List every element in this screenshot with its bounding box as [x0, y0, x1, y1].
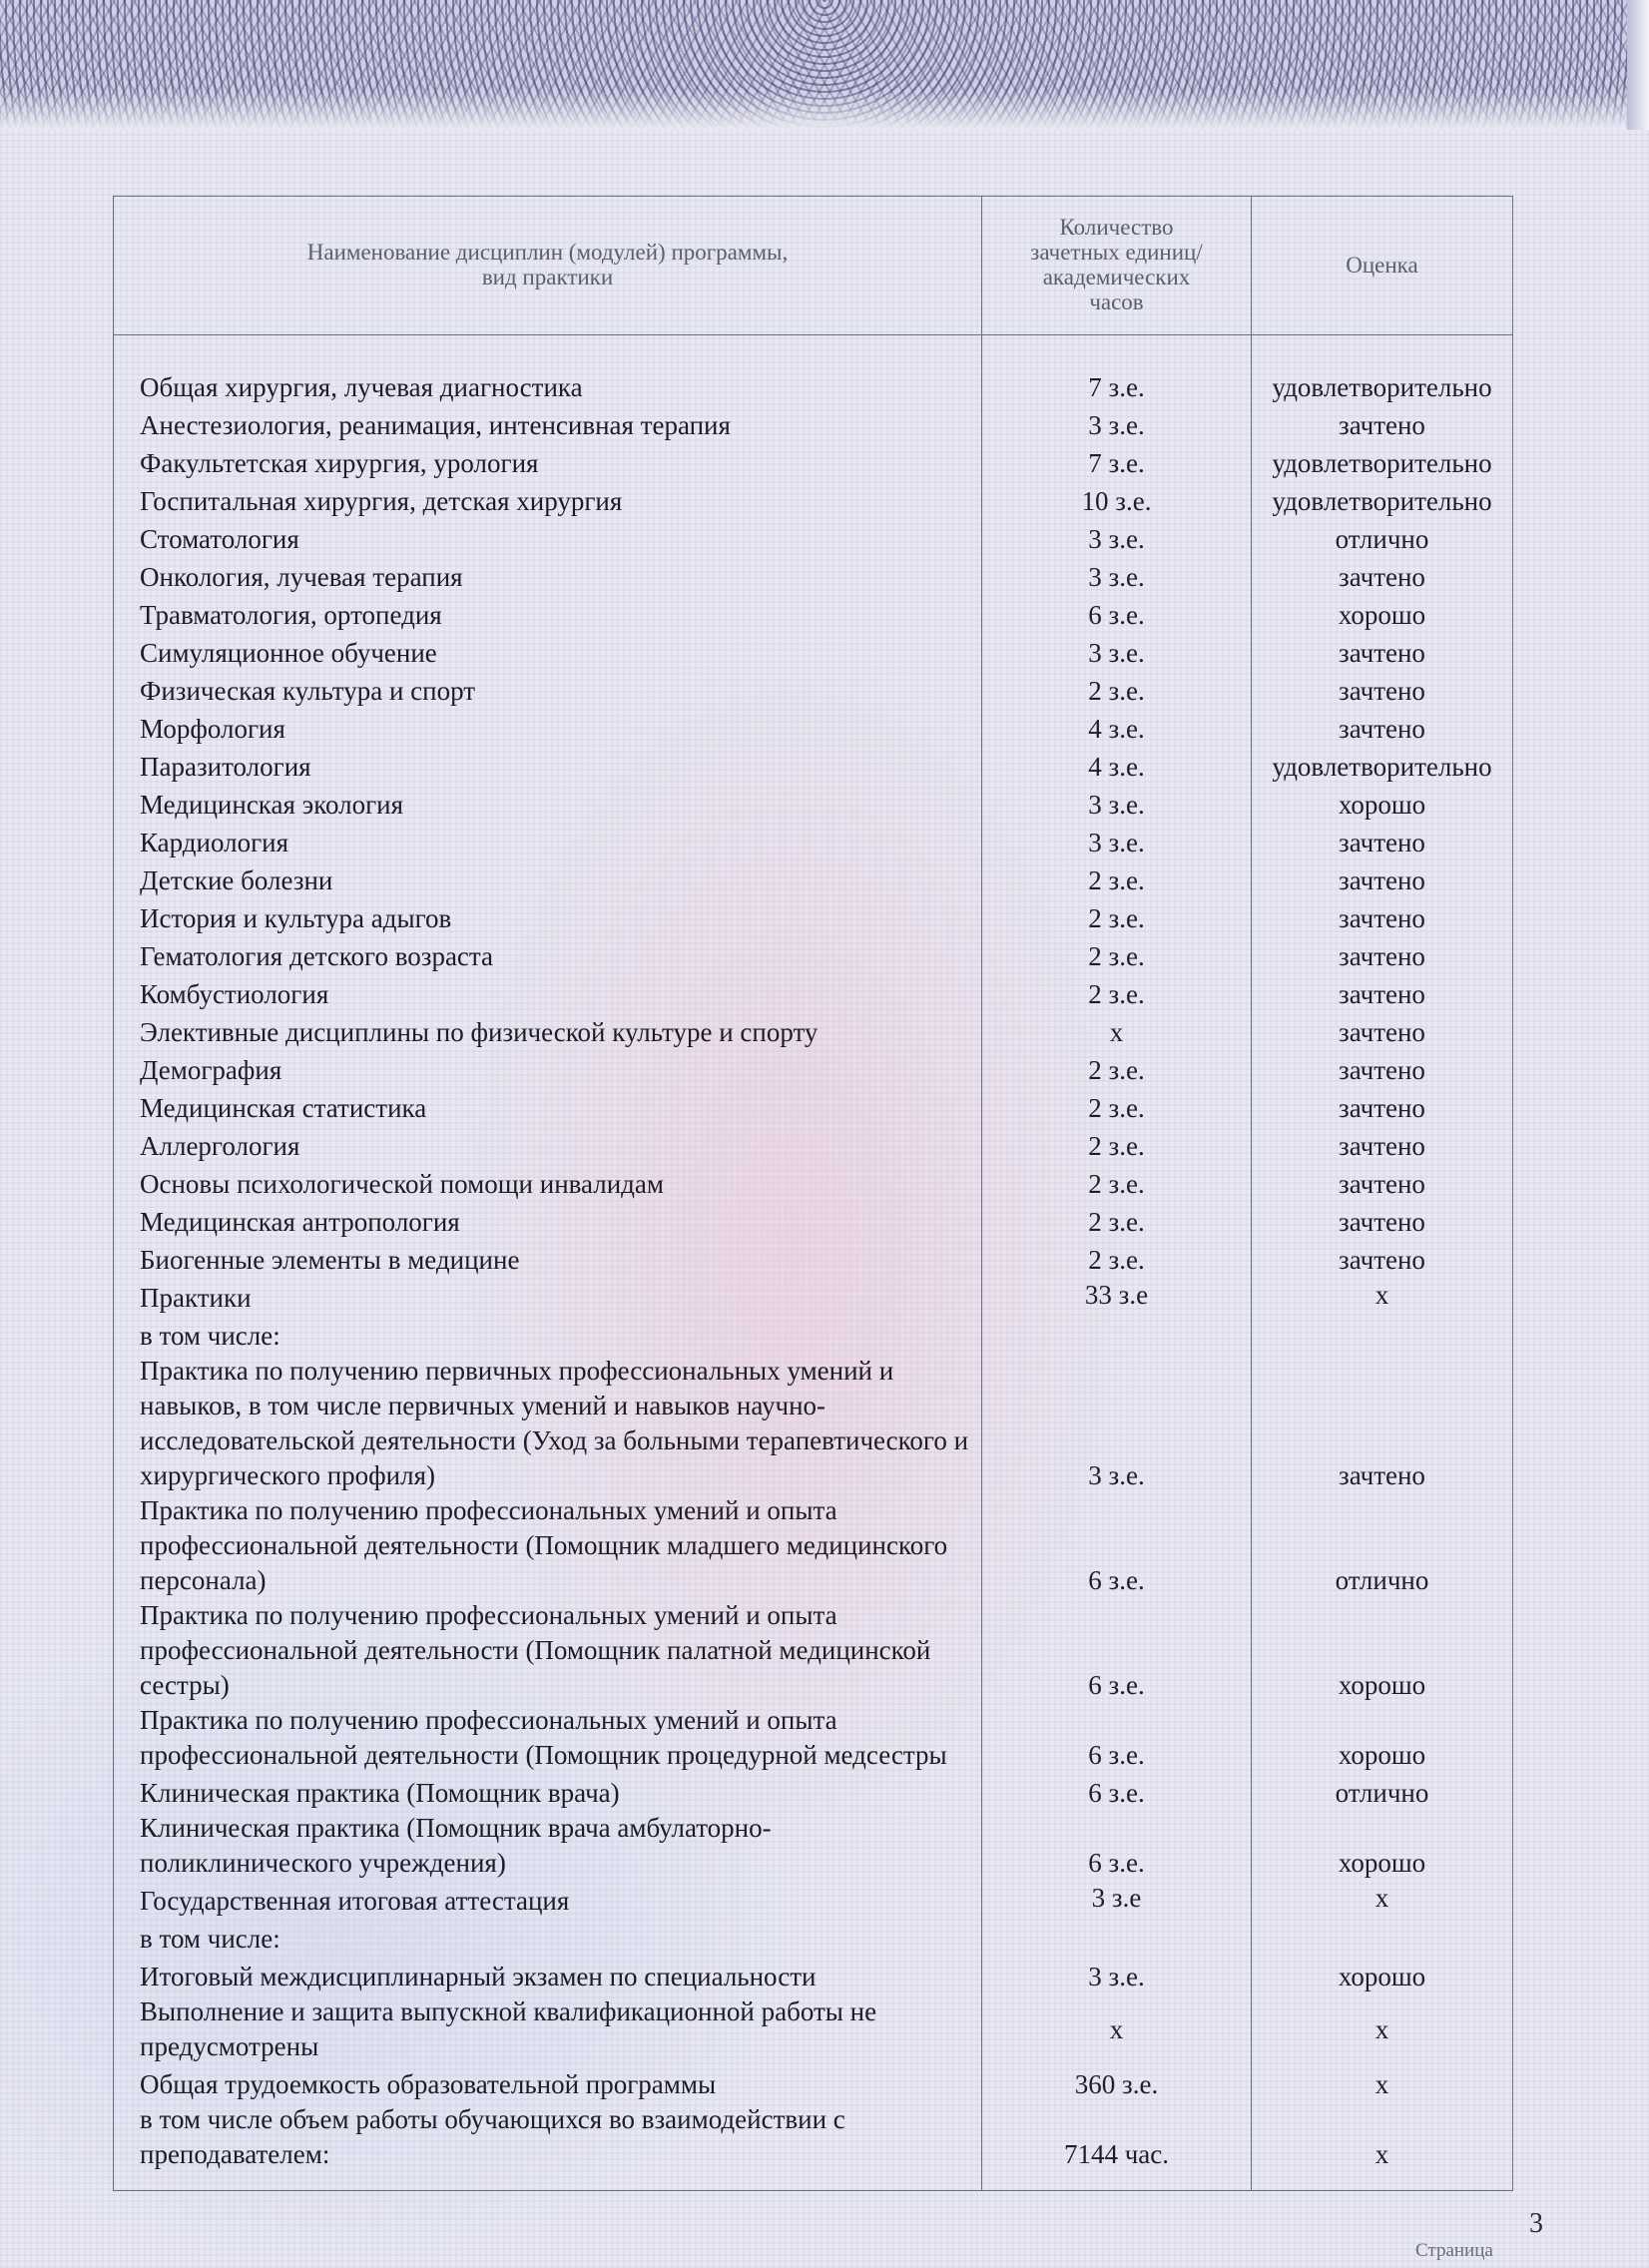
table-spacer	[982, 335, 1252, 367]
table-bottom-border	[1252, 2172, 1513, 2191]
page-number: 3	[1529, 2208, 1543, 2239]
table-spacer	[114, 335, 982, 367]
discipline-name-cell: Аллергология	[114, 1126, 982, 1164]
grade-cell: зачтено	[1252, 1088, 1513, 1126]
discipline-name-cell: Общая трудоемкость образовательной программы	[114, 2064, 982, 2102]
header-line: Количество	[1059, 215, 1174, 241]
grade-cell: зачтено	[1252, 1202, 1513, 1240]
discipline-name-cell: Медицинская антропология	[114, 1202, 982, 1240]
discipline-name-cell: Основы психологической помощи инвалидам	[114, 1164, 982, 1202]
guilloche-border	[0, 0, 1649, 130]
header-line: академических	[1042, 265, 1191, 289]
credits-cell: 2 з.е.	[982, 1164, 1252, 1202]
discipline-name-cell: Клиническая практика (Помощник врача)	[114, 1773, 982, 1811]
discipline-name-cell: Комбустиология	[114, 974, 982, 1012]
grade-cell: удовлетворительно	[1252, 481, 1513, 519]
grade-cell: зачтено	[1252, 823, 1513, 860]
discipline-name-cell: Кардиология	[114, 823, 982, 860]
credits-cell: 3 з.е.	[982, 1354, 1252, 1493]
header-line: Наименование дисциплин (модулей) программы,	[306, 240, 789, 266]
discipline-name-cell: Гематология детского возраста	[114, 936, 982, 974]
discipline-name-cell: Физическая культура и спорт	[114, 671, 982, 709]
grade-cell: зачтено	[1252, 936, 1513, 974]
grade-cell: зачтено	[1252, 1240, 1513, 1278]
credits-cell: 3 з.е.	[982, 785, 1252, 823]
grade-cell: зачтено	[1252, 1126, 1513, 1164]
credits-cell: 3 з.е.	[982, 519, 1252, 557]
credits-cell: 3 з.е.	[982, 633, 1252, 671]
page-label: Страница	[1415, 2240, 1493, 2261]
credits-cell: 6 з.е.	[982, 1598, 1252, 1703]
header-credits	[982, 196, 1252, 335]
credits-cell: 2 з.е.	[982, 974, 1252, 1012]
credits-cell: 2 з.е.	[982, 1126, 1252, 1164]
discipline-name-cell: Госпитальная хирургия, детская хирургия	[114, 481, 982, 519]
credits-cell: 2 з.е.	[982, 671, 1252, 709]
discipline-name-cell: Выполнение и защита выпускной квалификационной работы не предусмотрены	[114, 1994, 982, 2064]
discipline-name-cell: Итоговый междисциплинарный экзамен по специальности	[114, 1957, 982, 1994]
grade-cell: отлично	[1252, 1493, 1513, 1598]
discipline-name-cell: Практика по получению первичных профессиональных умений и навыков, в том числе первичных умений и навыков научно-исследовательской деятельности (Уход за больными терапевтического и хирургического профиля)	[114, 1354, 982, 1493]
credits-cell: 6 з.е.	[982, 595, 1252, 633]
header-line: зачетных единиц/	[1030, 240, 1203, 266]
grade-cell: удовлетворительно	[1252, 747, 1513, 785]
grade-cell: зачтено	[1252, 1050, 1513, 1088]
grade-cell: зачтено	[1252, 1354, 1513, 1493]
grade-cell: x	[1252, 2102, 1513, 2172]
table-spacer	[1252, 335, 1513, 367]
discipline-name-cell: Медицинская статистика	[114, 1088, 982, 1126]
credits-cell: 2 з.е.	[982, 1202, 1252, 1240]
grade-cell: удовлетворительно	[1252, 443, 1513, 481]
grade-cell: x	[1252, 1881, 1513, 1919]
grade-cell: зачтено	[1252, 898, 1513, 936]
credits-cell	[982, 1316, 1252, 1354]
discipline-name-cell: Онкология, лучевая терапия	[114, 557, 982, 595]
discipline-name-cell: Паразитология	[114, 747, 982, 785]
discipline-name-cell: Травматология, ортопедия	[114, 595, 982, 633]
discipline-name-cell: Практики	[114, 1278, 982, 1316]
grade-cell: x	[1252, 1278, 1513, 1316]
grade-cell: x	[1252, 2064, 1513, 2102]
grade-cell: зачтено	[1252, 974, 1513, 1012]
grade-cell: зачтено	[1252, 671, 1513, 709]
credits-cell: 6 з.е.	[982, 1811, 1252, 1881]
credits-cell: 6 з.е.	[982, 1703, 1252, 1773]
credits-cell: 360 з.е.	[982, 2064, 1252, 2102]
credits-cell: x	[982, 1994, 1252, 2064]
credits-cell: 2 з.е.	[982, 860, 1252, 898]
credits-cell: 4 з.е.	[982, 747, 1252, 785]
discipline-name-cell: Анестезиология, реанимация, интенсивная терапия	[114, 405, 982, 443]
discipline-name-cell: Симуляционное обучение	[114, 633, 982, 671]
discipline-name-cell: Детские болезни	[114, 860, 982, 898]
discipline-name-cell: Факультетская хирургия, урология	[114, 443, 982, 481]
grade-cell: отлично	[1252, 519, 1513, 557]
discipline-name-cell: Клиническая практика (Помощник врача амбулаторно-поликлинического учреждения)	[114, 1811, 982, 1881]
grade-cell: хорошо	[1252, 1811, 1513, 1881]
grade-cell: зачтено	[1252, 633, 1513, 671]
credits-cell: 3 з.е	[982, 1881, 1252, 1919]
credits-cell: 2 з.е.	[982, 1240, 1252, 1278]
credits-cell: 7144 час.	[982, 2102, 1252, 2172]
credits-cell: 7 з.е.	[982, 367, 1252, 405]
header-discipline-name	[114, 196, 982, 335]
table-bottom-border	[982, 2172, 1252, 2191]
grades-table	[113, 196, 1513, 2191]
discipline-name-cell: Медицинская экология	[114, 785, 982, 823]
discipline-name-cell: Практика по получению профессиональных умений и опыта профессиональной деятельности (Помощник палатной медицинской сестры)	[114, 1598, 982, 1703]
grade-cell	[1252, 1316, 1513, 1354]
credits-cell	[982, 1919, 1252, 1957]
discipline-name-cell: История и культура адыгов	[114, 898, 982, 936]
credits-cell: 6 з.е.	[982, 1773, 1252, 1811]
discipline-name-cell: Государственная итоговая аттестация	[114, 1881, 982, 1919]
discipline-name-cell: Практика по получению профессиональных умений и опыта профессиональной деятельности (Помощник младшего медицинского персонала)	[114, 1493, 982, 1598]
grade-cell: хорошо	[1252, 785, 1513, 823]
grade-cell: удовлетворительно	[1252, 367, 1513, 405]
credits-cell: 3 з.е.	[982, 1957, 1252, 1994]
credits-cell: 10 з.е.	[982, 481, 1252, 519]
credits-cell: 2 з.е.	[982, 898, 1252, 936]
header-line: часов	[1089, 288, 1144, 314]
discipline-name-cell: Демография	[114, 1050, 982, 1088]
discipline-name-cell: в том числе объем работы обучающихся во взаимодействии с преподавателем:	[114, 2102, 982, 2172]
page-edge	[1627, 0, 1649, 130]
grade-cell: хорошо	[1252, 1598, 1513, 1703]
credits-cell: 6 з.е.	[982, 1493, 1252, 1598]
header-grade	[1252, 196, 1513, 335]
grade-cell: зачтено	[1252, 405, 1513, 443]
credits-cell: 3 з.е.	[982, 557, 1252, 595]
discipline-name-cell: Элективные дисциплины по физической культуре и спорту	[114, 1012, 982, 1050]
grade-cell: x	[1252, 1994, 1513, 2064]
credits-cell: 2 з.е.	[982, 1050, 1252, 1088]
grade-cell: хорошо	[1252, 1957, 1513, 1994]
credits-cell: 4 з.е.	[982, 709, 1252, 747]
credits-cell: 3 з.е.	[982, 405, 1252, 443]
grade-cell: зачтено	[1252, 860, 1513, 898]
credits-cell: 3 з.е.	[982, 823, 1252, 860]
grade-cell: зачтено	[1252, 557, 1513, 595]
credits-cell: x	[982, 1012, 1252, 1050]
discipline-name-cell: Морфология	[114, 709, 982, 747]
grade-cell: зачтено	[1252, 709, 1513, 747]
grade-cell: отлично	[1252, 1773, 1513, 1811]
discipline-name-cell: Практика по получению профессиональных умений и опыта профессиональной деятельности (Помощник процедурной медсестры	[114, 1703, 982, 1773]
grade-cell: зачтено	[1252, 1012, 1513, 1050]
grade-cell: хорошо	[1252, 1703, 1513, 1773]
grade-cell: зачтено	[1252, 1164, 1513, 1202]
header-line: Оценка	[1346, 252, 1418, 278]
credits-cell: 7 з.е.	[982, 443, 1252, 481]
table-bottom-border	[114, 2172, 982, 2191]
credits-cell: 33 з.е	[982, 1278, 1252, 1316]
discipline-name-cell: в том числе:	[114, 1919, 982, 1957]
discipline-name-cell: Биогенные элементы в медицине	[114, 1240, 982, 1278]
credits-cell: 2 з.е.	[982, 936, 1252, 974]
grade-cell: хорошо	[1252, 595, 1513, 633]
discipline-name-cell: в том числе:	[114, 1316, 982, 1354]
header-line: вид практики	[481, 265, 614, 289]
discipline-name-cell: Стоматология	[114, 519, 982, 557]
grade-cell	[1252, 1919, 1513, 1957]
discipline-name-cell: Общая хирургия, лучевая диагностика	[114, 367, 982, 405]
credits-cell: 2 з.е.	[982, 1088, 1252, 1126]
